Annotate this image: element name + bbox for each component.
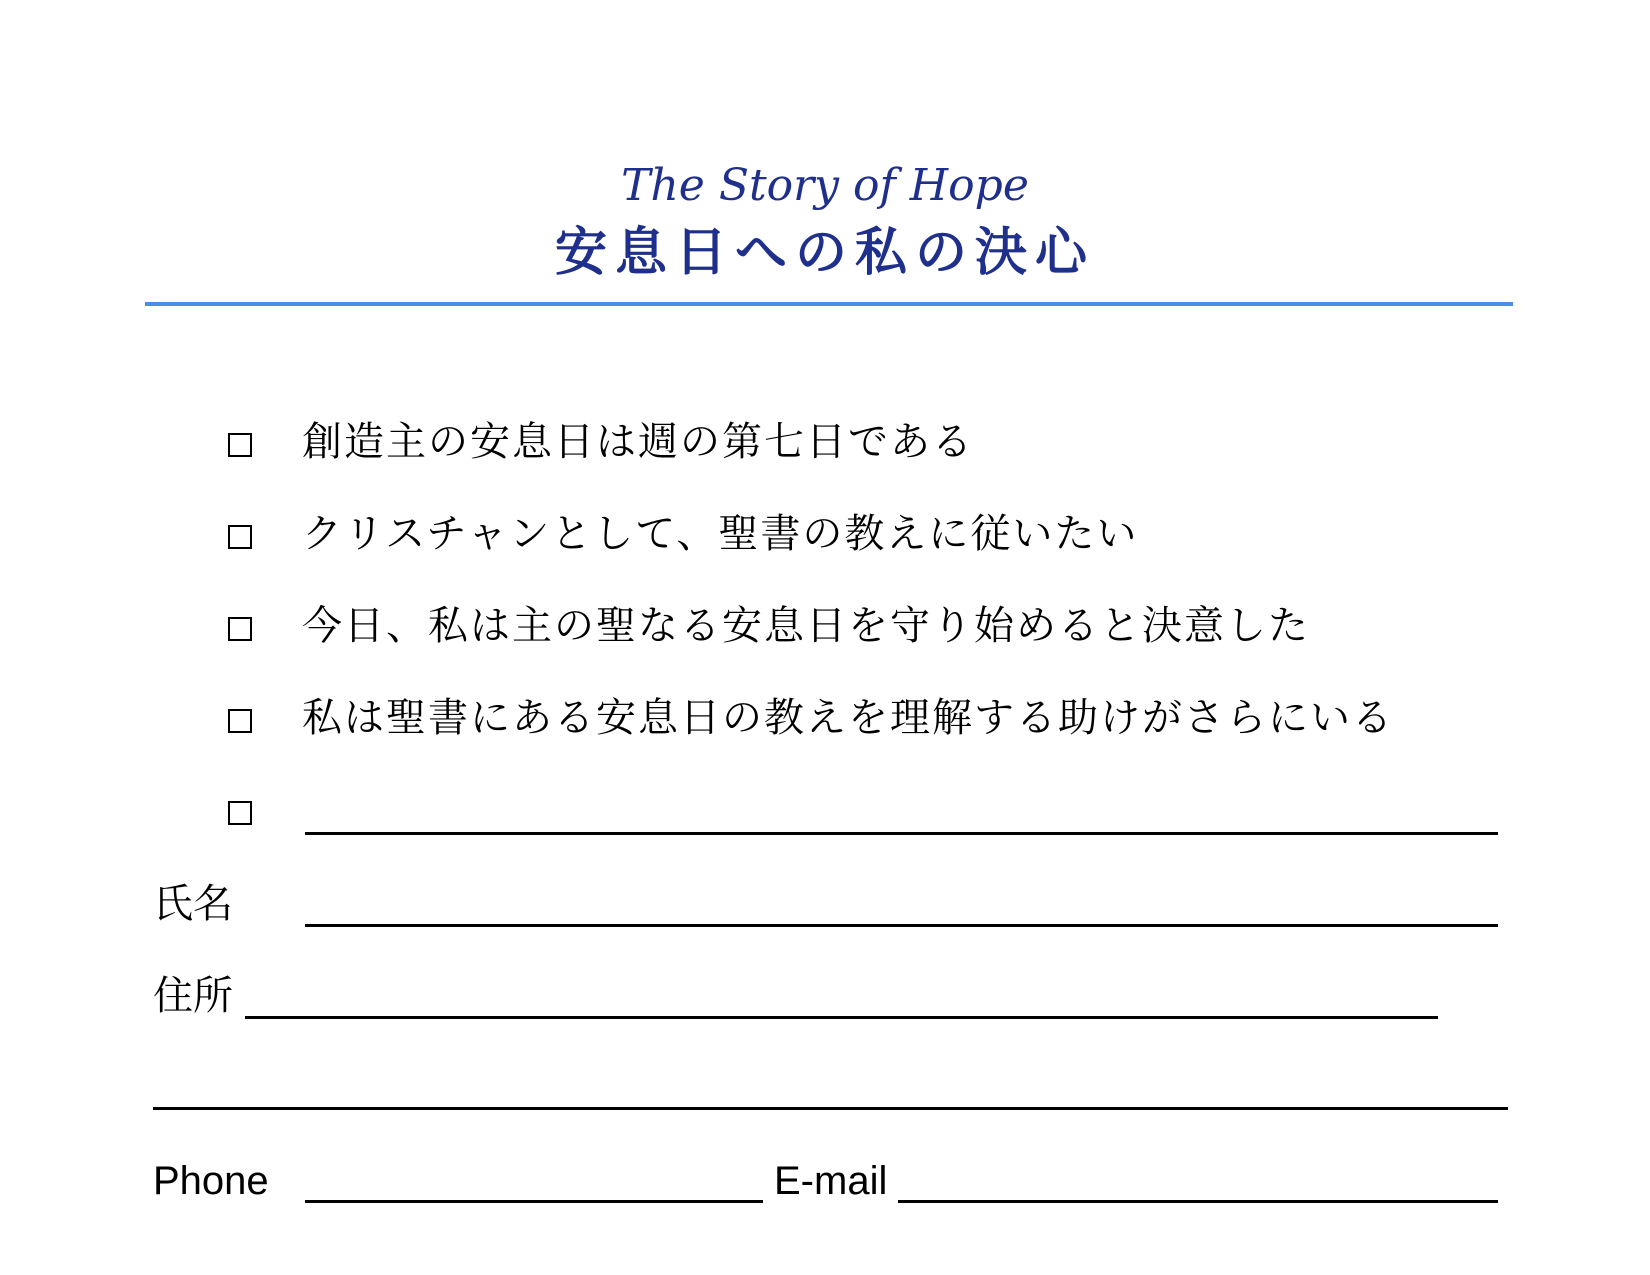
email-field-line[interactable]	[898, 1200, 1498, 1203]
subtitle: The Story of Hope	[621, 160, 1029, 211]
page-title: 安息日への私の決心	[554, 222, 1095, 283]
checklist-item-5-blank[interactable]	[305, 832, 1498, 835]
name-field-line[interactable]	[305, 924, 1498, 927]
email-label: E-mail	[774, 1159, 888, 1203]
address-label: 住所	[153, 973, 233, 1019]
address-field-line[interactable]	[245, 1016, 1438, 1019]
address-field-line-2[interactable]	[153, 1107, 1508, 1110]
checklist-item-4-label: 私は聖書にある安息日の教えを理解する助けがさらにいる	[302, 695, 1394, 741]
name-label: 氏名	[153, 881, 233, 927]
checklist-item-3-label: 今日、私は主の聖なる安息日を守り始めると決意した	[302, 603, 1310, 649]
checkbox-5[interactable]	[228, 801, 252, 825]
checkbox-2[interactable]	[228, 525, 252, 549]
checkbox-3[interactable]	[228, 617, 252, 641]
phone-field-line[interactable]	[305, 1200, 763, 1203]
checkbox-4[interactable]	[228, 709, 252, 733]
checkbox-1[interactable]	[228, 433, 252, 457]
checklist-item-1-label: 創造主の安息日は週の第七日である	[302, 419, 974, 465]
phone-label: Phone	[153, 1159, 269, 1203]
checklist-item-2-label: クリスチャンとして、聖書の教えに従いたい	[302, 511, 1139, 557]
title-rule	[145, 302, 1513, 306]
